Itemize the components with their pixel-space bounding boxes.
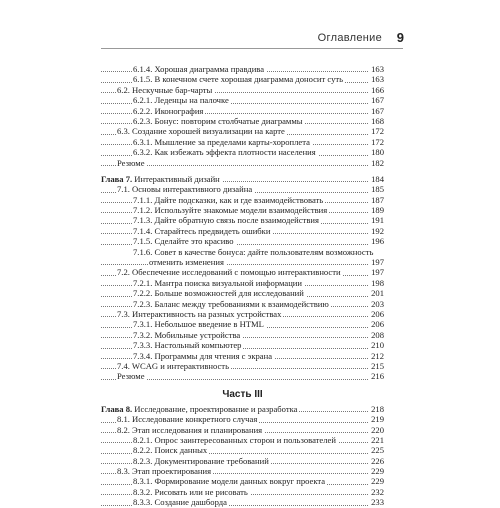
toc-entry-title: 7.1. Основы интерактивного дизайна <box>117 184 253 195</box>
toc-entry-title-continued: отменить изменения <box>149 257 224 268</box>
toc-page: 185 <box>371 184 384 195</box>
page-header <box>0 30 500 50</box>
toc-entry-title: 6.3.1. Мышление за пределами карты-хороплета <box>133 136 310 147</box>
toc-page: 182 <box>371 157 384 168</box>
dot-leader <box>101 264 368 265</box>
toc-entry-title: 7.1.1. Дайте подсказки, как и где взаимодействовать <box>133 194 324 205</box>
toc-entry-title: Резюме <box>117 157 145 168</box>
toc-page: 196 <box>371 236 384 247</box>
toc-entry[interactable] <box>101 85 384 95</box>
toc-entry[interactable] <box>101 95 384 105</box>
table-of-contents <box>101 64 384 508</box>
toc-entry-title: 7.3.1. Небольшое введение в HTML <box>133 319 264 330</box>
toc-page: 229 <box>371 466 384 477</box>
toc-entry-title: 8.1. Исследование конкретного случая <box>117 414 258 425</box>
toc-entry-title: 8.3.3. Создание дашборда <box>133 497 227 508</box>
toc-entry[interactable] <box>101 371 384 381</box>
toc-page: 187 <box>371 194 384 205</box>
toc-page: 163 <box>371 64 384 74</box>
toc-entry-title: 8.2.3. Документирование требований <box>133 455 269 466</box>
toc-entry[interactable] <box>101 64 384 74</box>
toc-page: 197 <box>371 257 384 268</box>
toc-entry-title: Резюме <box>117 371 145 382</box>
toc-section-chapter-8 <box>101 414 384 508</box>
toc-entry[interactable] <box>101 147 384 157</box>
running-title: Оглавление <box>317 32 382 44</box>
toc-entry-title: 8.3.2. Рисовать или не рисовать <box>133 486 248 497</box>
toc-page: 163 <box>371 74 384 85</box>
toc-entry[interactable] <box>101 476 384 486</box>
chapter-label: Глава 8. <box>101 403 133 414</box>
toc-page: 201 <box>371 288 384 299</box>
toc-entry-title: 7.3.2. Мобильные устройства <box>133 329 241 340</box>
toc-entry-title: 6.1.4. Хорошая диаграмма правдива <box>133 64 265 74</box>
toc-entry[interactable] <box>101 126 384 136</box>
toc-page: 226 <box>371 455 384 466</box>
toc-entry-title: 7.2.1. Мантра поиска визуальной информации <box>133 277 302 288</box>
toc-entry-title: 8.3. Этап проектирования <box>117 466 212 477</box>
header-rule <box>101 48 403 49</box>
toc-entry[interactable] <box>101 267 384 277</box>
toc-section-chapter-7 <box>101 184 384 381</box>
toc-page: 221 <box>371 434 384 445</box>
toc-entry-title: 6.3.2. Как избежать эффекта плотности населения <box>133 147 316 158</box>
toc-entry[interactable] <box>101 309 384 319</box>
toc-entry-title: 7.2.3. Баланс между требованиями к взаимодействию <box>133 298 329 309</box>
page-number: 9 <box>396 30 404 45</box>
toc-entry[interactable] <box>101 158 384 168</box>
toc-entry[interactable] <box>101 215 384 225</box>
toc-page: 208 <box>371 329 384 340</box>
toc-entry-title: 7.2. Обеспечение исследований с помощью интерактивности <box>117 267 341 278</box>
toc-entry-title: 7.3.3. Настольный компьютер <box>133 340 242 351</box>
toc-entry[interactable] <box>101 205 384 215</box>
toc-page: 219 <box>371 414 384 425</box>
toc-entry[interactable] <box>101 497 384 507</box>
toc-page: 167 <box>371 105 384 116</box>
toc-entry-title: 7.4. WCAG и интерактивность <box>117 360 229 371</box>
toc-entry[interactable] <box>101 340 384 350</box>
toc-entry-title: 6.1.5. В конечном счете хорошая диаграмма доносит суть <box>133 74 344 85</box>
toc-page: 166 <box>371 84 384 95</box>
toc-entry-title: 6.2.2. Иконография <box>133 105 204 116</box>
toc-entry-title: 7.3. Интерактивность на разных устройствах <box>117 309 282 319</box>
toc-entry[interactable] <box>101 226 384 236</box>
toc-entry-title: 8.2.1. Опрос заинтересованных сторон и пользователей <box>133 434 336 445</box>
part-title: Часть III <box>222 388 263 400</box>
toc-entry[interactable] <box>101 330 384 340</box>
toc-entry[interactable] <box>101 236 384 246</box>
toc-entry[interactable] <box>101 278 384 288</box>
toc-chapter-7[interactable] <box>101 174 384 184</box>
toc-entry-title: 7.1.5. Сделайте это красиво <box>133 236 234 247</box>
toc-page: 218 <box>371 403 384 414</box>
toc-entry-title: 7.2.2. Больше возможностей для исследований <box>133 288 304 299</box>
toc-entry-title: 7.1.6. Совет в качестве бонуса: дайте пользователям возможность <box>133 246 374 257</box>
toc-entry[interactable] <box>101 195 384 205</box>
toc-entry[interactable] <box>101 247 384 268</box>
toc-entry[interactable] <box>101 137 384 147</box>
toc-section-chapter-6 <box>101 64 384 168</box>
toc-entry[interactable] <box>101 425 384 435</box>
toc-page: 203 <box>371 298 384 309</box>
toc-entry-title: 6.3. Создание хорошей визуализации на карте <box>117 126 285 137</box>
toc-chapter-8[interactable] <box>101 404 384 414</box>
toc-entry-title: 7.1.3. Дайте обратную связь после взаимодействия <box>133 215 319 226</box>
toc-entry-title: 6.2.1. Леденцы на палочке <box>133 95 229 106</box>
toc-entry[interactable] <box>101 487 384 497</box>
chapter-label: Глава 7. <box>101 173 133 184</box>
toc-page: 172 <box>371 136 384 147</box>
chapter-title: Интерактивный дизайн <box>132 173 220 184</box>
toc-page: 192 <box>371 225 384 236</box>
toc-page: 215 <box>371 360 384 371</box>
toc-entry[interactable] <box>101 361 384 371</box>
toc-page: 189 <box>371 205 384 216</box>
toc-page: 220 <box>371 424 384 435</box>
toc-entry-title: 8.2.2. Поиск данных <box>133 445 208 456</box>
toc-entry-title: 8.3.1. Формирование модели данных вокруг проекта <box>133 476 326 487</box>
toc-entry[interactable] <box>101 288 384 298</box>
toc-page: 216 <box>371 371 384 382</box>
toc-entry-title: 8.2. Этап исследования и планирования <box>117 424 263 435</box>
toc-page: 232 <box>371 486 384 497</box>
toc-page: 197 <box>371 267 384 278</box>
toc-entry[interactable] <box>101 435 384 445</box>
toc-page: 210 <box>371 340 384 351</box>
toc-entry[interactable] <box>101 466 384 476</box>
toc-page: 198 <box>371 277 384 288</box>
toc-entry-title: 7.1.2. Используйте знакомые модели взаимодействия <box>133 205 328 216</box>
toc-entry[interactable] <box>101 299 384 309</box>
toc-page: 212 <box>371 350 384 361</box>
toc-entry[interactable] <box>101 319 384 329</box>
toc-page: 191 <box>371 215 384 226</box>
chapter-title: Исследование, проектирование и разработка <box>132 403 298 414</box>
toc-entry[interactable] <box>101 116 384 126</box>
toc-entry[interactable] <box>101 414 384 424</box>
toc-entry[interactable] <box>101 106 384 116</box>
toc-entry[interactable] <box>101 74 384 84</box>
toc-page: 168 <box>371 115 384 126</box>
toc-entry[interactable] <box>101 456 384 466</box>
toc-page: 233 <box>371 497 384 508</box>
toc-page: 184 <box>371 173 384 184</box>
toc-entry-title: 7.1.4. Старайтесь предвидеть ошибки <box>133 225 271 236</box>
toc-page: 225 <box>371 445 384 456</box>
toc-entry-title: 7.3.4. Программы для чтения с экрана <box>133 350 273 361</box>
toc-page: 167 <box>371 95 384 106</box>
toc-page: 229 <box>371 476 384 487</box>
toc-entry[interactable] <box>101 351 384 361</box>
toc-entry[interactable] <box>101 445 384 455</box>
toc-page: 172 <box>371 126 384 137</box>
toc-entry-title: 6.2. Нескучные бар-чарты <box>117 84 213 95</box>
toc-page: 206 <box>371 309 384 319</box>
toc-page: 180 <box>371 147 384 158</box>
toc-entry[interactable] <box>101 184 384 194</box>
toc-page: 206 <box>371 319 384 330</box>
toc-entry-title: 6.2.3. Бонус: повторим столбчатые диаграммы <box>133 115 303 126</box>
